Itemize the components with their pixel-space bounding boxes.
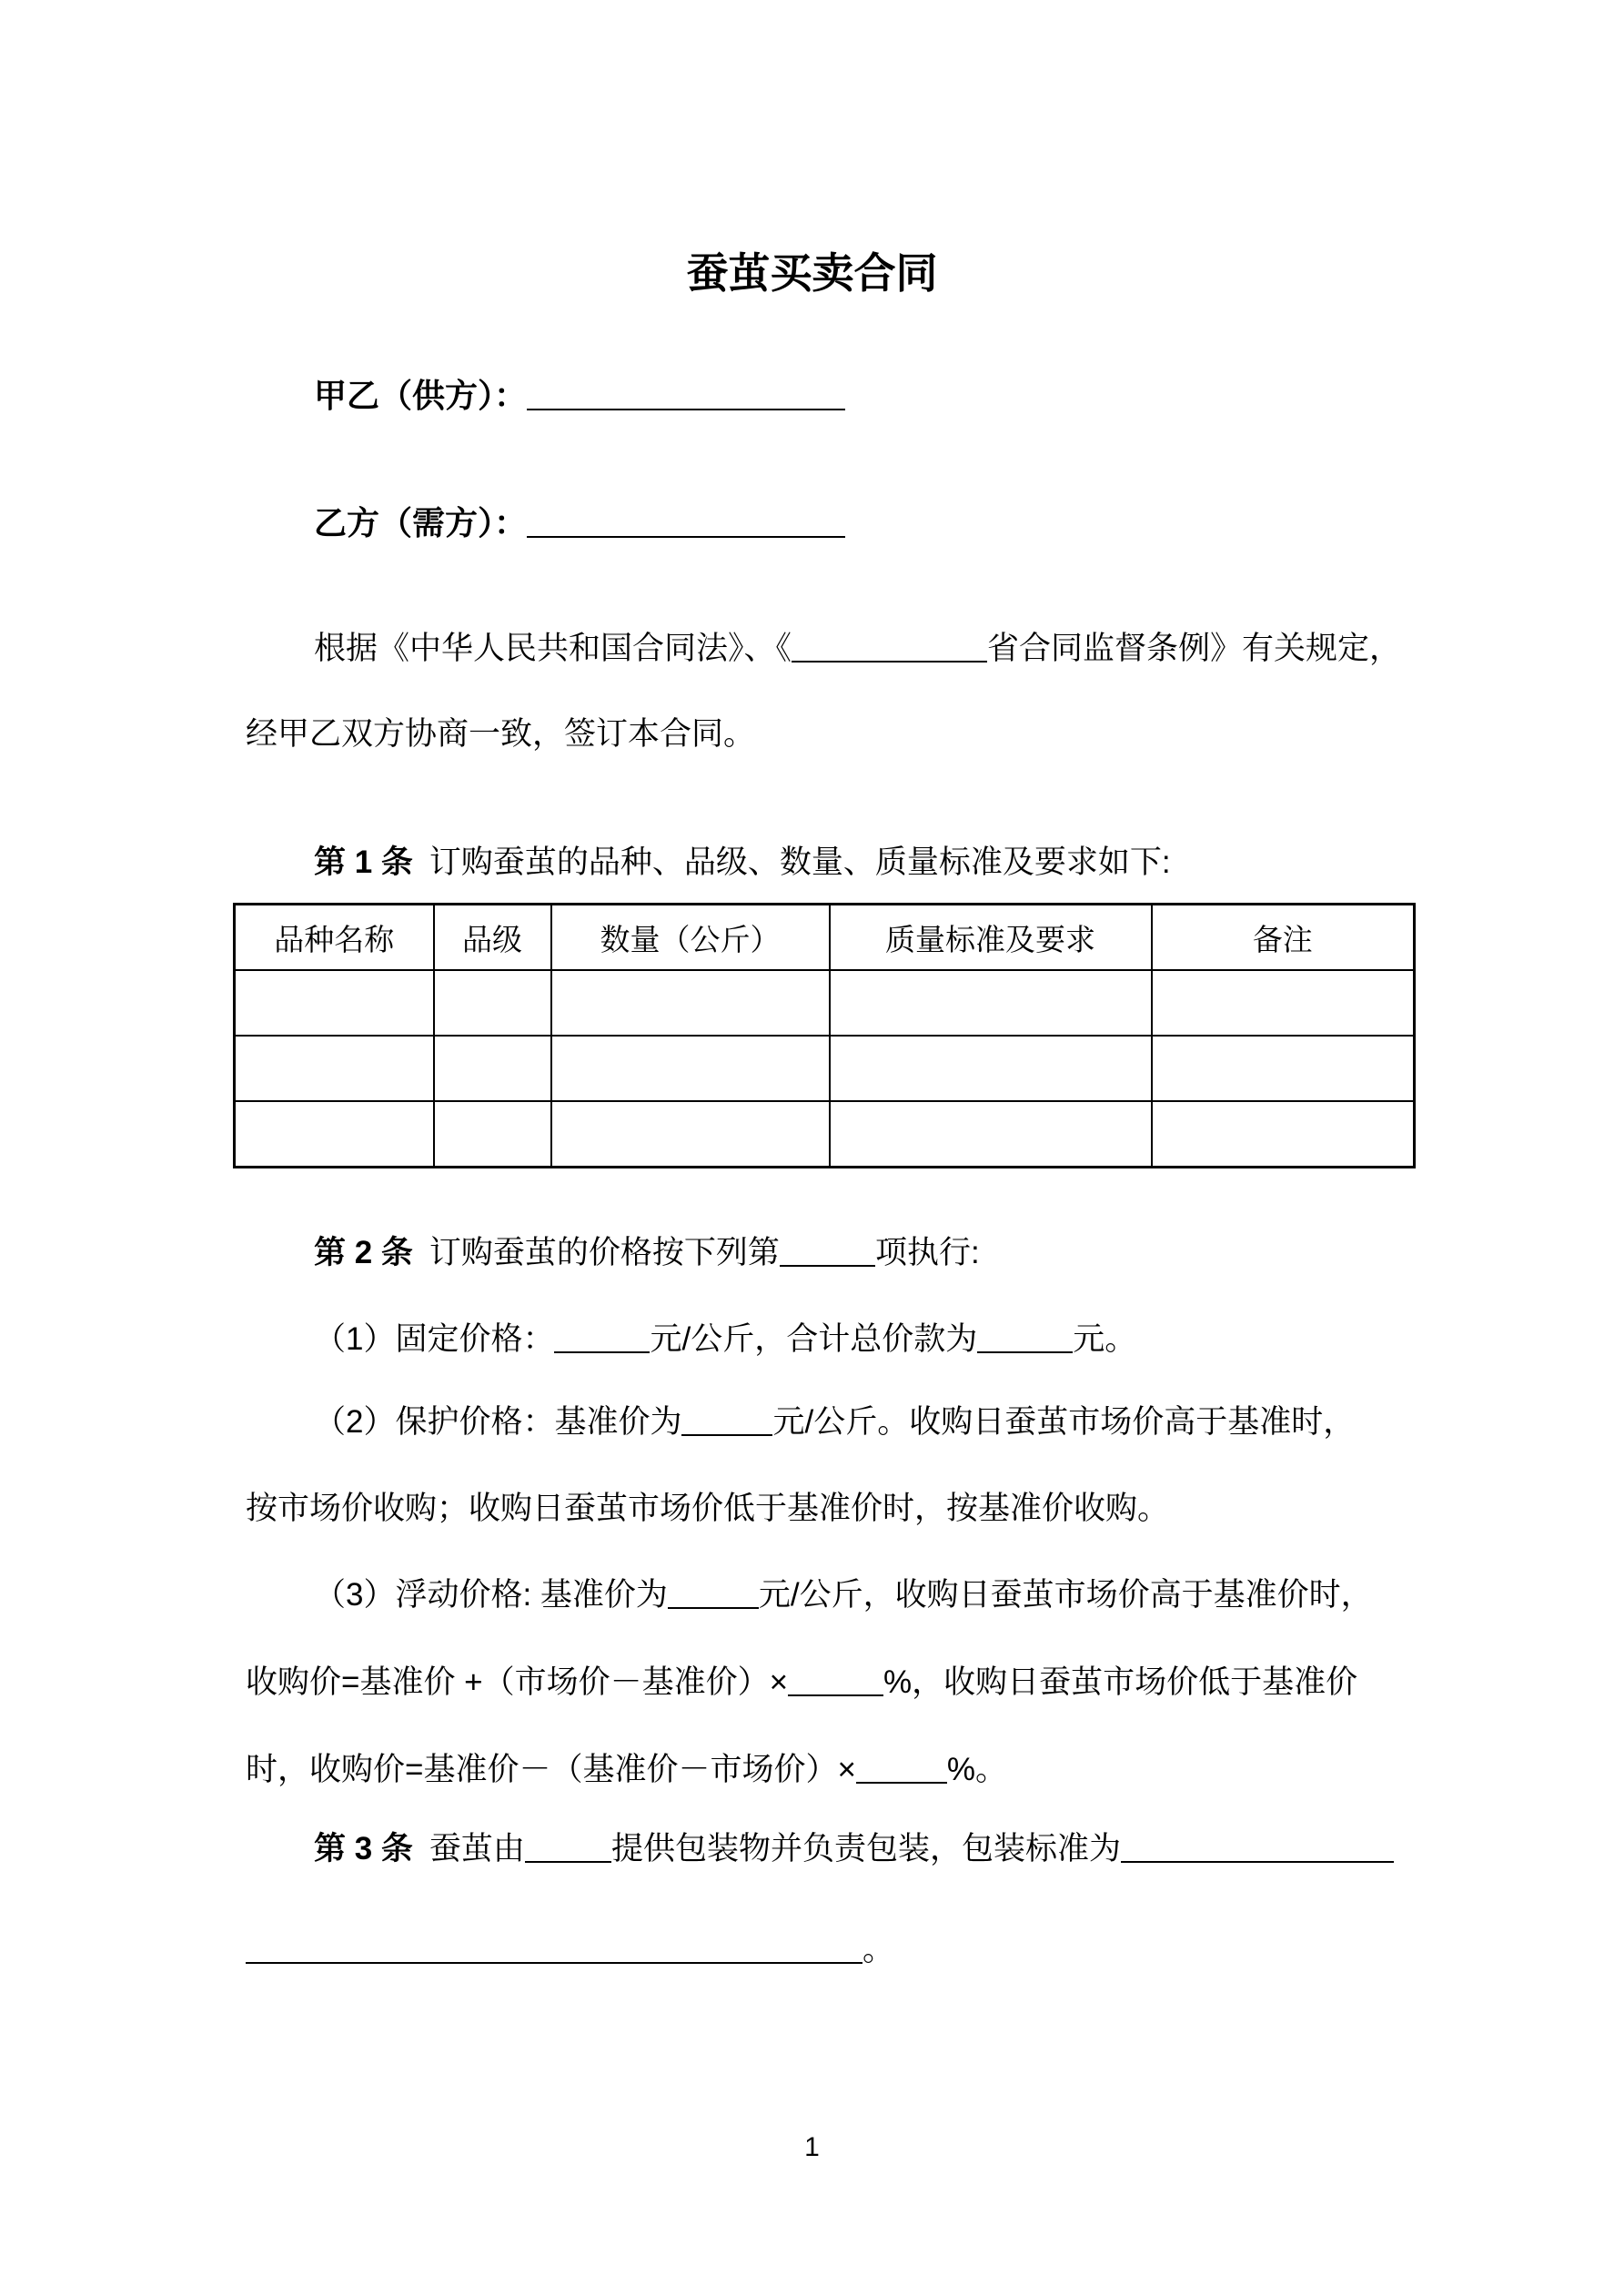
page-number-text: 1 (804, 2132, 820, 2162)
table-cell-empty (830, 1101, 1152, 1168)
party-b-line (314, 480, 845, 567)
preamble-line-2 (246, 691, 755, 778)
item-3-text: 时，收购价=基准价－（基准价－市场价）× (246, 1752, 856, 1787)
table-header-row (235, 905, 1415, 971)
table-cell-empty (551, 1101, 830, 1168)
table-header-grade: 品级 (434, 905, 551, 971)
cocoon-spec-table (233, 903, 1416, 1168)
article-3-text: 提供包装物并负责包装，包装标准为 (610, 1831, 1121, 1866)
table-cell-empty (235, 970, 434, 1036)
fixed-price-blank-field (554, 1313, 650, 1353)
preamble-line-1 (314, 605, 1401, 693)
party-b-blank-field (527, 498, 845, 538)
article-2-intro-end: 项执行: (874, 1235, 980, 1270)
table-header-quantity: 数量（公斤） (551, 905, 830, 971)
table-header-quality: 质量标准及要求 (830, 905, 1152, 971)
article-2-item-3-line-3 (246, 1726, 1007, 1814)
item-1-text: 元/公斤，合计总价款为 (650, 1321, 978, 1357)
article-1-intro: 订购蚕茧的品种、品级、数量、质量标准及要求如下: (429, 845, 1171, 880)
table-cell-empty (830, 1036, 1152, 1101)
table-cell-empty (551, 970, 830, 1036)
article-2-item-1 (314, 1296, 1136, 1383)
article-1-heading (314, 819, 1171, 906)
item-3-text: 收购价=基准价 +（市场价－基准价）× (246, 1664, 789, 1700)
article-2-item-3-line-1 (314, 1552, 1373, 1639)
preamble-text: 根据《中华人民共和国合同法》、《 (314, 631, 792, 666)
article-2-number: 第 2 条 (314, 1235, 413, 1270)
item-3-text: %。 (946, 1752, 1008, 1787)
article-2-item-2-line-2 (246, 1465, 1169, 1553)
item-3-text: 元/公斤，收购日蚕茧市场价高于基准价时， (758, 1577, 1373, 1613)
table-cell-empty (830, 970, 1152, 1036)
table-cell-empty (235, 1036, 434, 1101)
total-price-blank-field (977, 1313, 1073, 1353)
item-1-text: 元。 (1073, 1321, 1137, 1357)
page-number (0, 2126, 1624, 2170)
article-3-number: 第 3 条 (314, 1831, 413, 1866)
table-row (235, 1101, 1415, 1168)
party-a-label: 甲乙（供方）： (314, 377, 528, 414)
article-3-line-1 (314, 1805, 1394, 1893)
article-3-text: 蚕茧由 (429, 1831, 525, 1866)
item-3-text: %，收购日蚕茧市场价低于基准价 (883, 1664, 1358, 1700)
table-header-variety: 品种名称 (235, 905, 434, 971)
preamble-text: 省合同监督条例》有关规定， (987, 631, 1402, 666)
table-header-remarks: 备注 (1152, 905, 1415, 971)
article-3-line-2 (246, 1907, 894, 1994)
item-3-text: （3）浮动价格: 基准价为 (314, 1577, 668, 1613)
document-title-text: 蚕茧买卖合同 (686, 248, 938, 298)
packing-standard-continued-blank-field (246, 1924, 862, 1964)
item-2-text: （2）保护价格：基准价为 (314, 1404, 682, 1440)
table-cell-empty (551, 1036, 830, 1101)
float-base-price-blank-field (668, 1569, 759, 1609)
table-cell-empty (1152, 970, 1415, 1036)
item-2-text: 元/公斤。收购日蚕茧市场价高于基准时， (772, 1404, 1356, 1440)
table-row (235, 1036, 1415, 1101)
party-b-label: 乙方（需方）： (314, 504, 528, 541)
article-3-text-end: 。 (862, 1932, 895, 1967)
percent-down-blank-field (856, 1744, 947, 1784)
table-cell-empty (434, 970, 551, 1036)
article-1-number: 第 1 条 (314, 845, 413, 880)
party-a-line (314, 352, 845, 440)
table-row (235, 970, 1415, 1036)
packing-standard-blank-field (1121, 1823, 1394, 1863)
table-cell-empty (434, 1036, 551, 1101)
article-2-heading (314, 1209, 980, 1297)
province-blank-field (792, 622, 987, 663)
article-2-item-2-line-1 (314, 1379, 1355, 1466)
table-cell-empty (1152, 1101, 1415, 1168)
table-cell-empty (235, 1101, 434, 1168)
base-price-blank-field (681, 1396, 772, 1436)
article-2-intro: 订购蚕茧的价格按下列第 (429, 1235, 780, 1270)
party-a-blank-field (527, 370, 845, 410)
packer-blank-field (525, 1823, 611, 1863)
table-cell-empty (1152, 1036, 1415, 1101)
percent-up-blank-field (788, 1656, 883, 1696)
article-2-item-3-line-2 (246, 1639, 1357, 1726)
document-title (0, 229, 1624, 317)
preamble-text: 经甲乙双方协商一致，签订本合同。 (246, 716, 756, 752)
item-1-text: （1）固定价格： (314, 1321, 555, 1357)
item-2-text: 按市场价收购；收购日蚕茧市场价低于基准价时，按基准价收购。 (246, 1491, 1170, 1526)
option-number-blank-field (780, 1227, 875, 1267)
table-cell-empty (434, 1101, 551, 1168)
